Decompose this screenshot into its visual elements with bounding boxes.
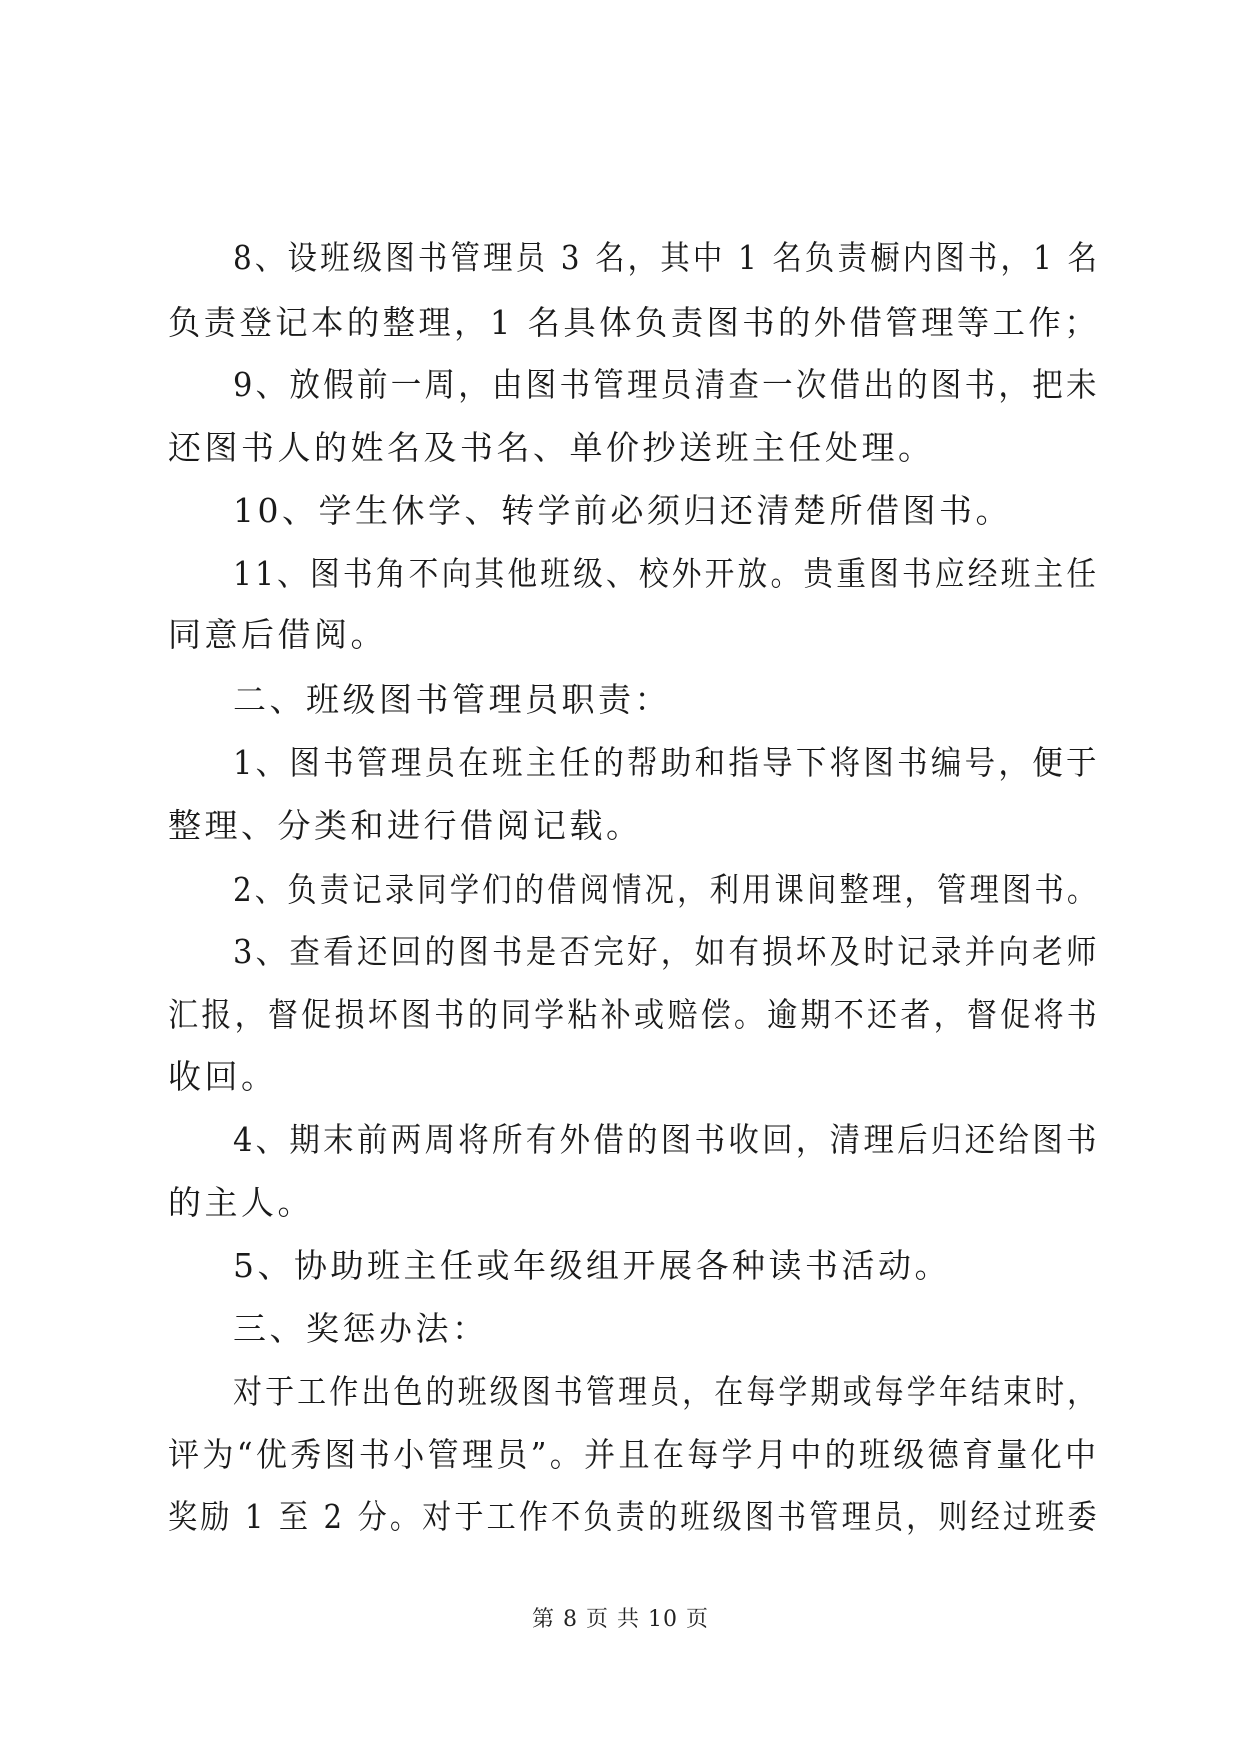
paragraph-line: 对于工作出色的班级图书管理员，在每学期或每学年结束时， <box>233 1372 1100 1411</box>
paragraph-line: 1、图书管理员在班主任的帮助和指导下将图书编号，便于 <box>233 743 1100 782</box>
paragraph-line: 整理、分类和进行借阅记载。 <box>168 806 643 845</box>
paragraph-line: 奖励 1 至 2 分。对于工作不负责的班级图书管理员，则经过班委 <box>168 1497 1100 1536</box>
paragraph-line: 9、放假前一周，由图书管理员清查一次借出的图书，把未 <box>233 365 1100 404</box>
paragraph-line: 的主人。 <box>168 1183 314 1222</box>
paragraph-line: 2、负责记录同学们的借阅情况，利用课间整理，管理图书。 <box>233 870 1100 909</box>
paragraph-line: 收回。 <box>168 1057 278 1096</box>
paragraph-line: 同意后借阅。 <box>168 615 387 654</box>
paragraph-line: 3、查看还回的图书是否完好，如有损坏及时记录并向老师 <box>233 932 1100 971</box>
paragraph-line: 汇报，督促损坏图书的同学粘补或赔偿。逾期不还者，督促将书 <box>168 995 1101 1034</box>
paragraph-line: 5、协助班主任或年级组开展各种读书活动。 <box>233 1246 951 1285</box>
paragraph-line: 10、学生休学、转学前必须归还清楚所借图书。 <box>233 491 1012 530</box>
paragraph-line: 4、期末前两周将所有外借的图书收回，清理后归还给图书 <box>233 1120 1100 1159</box>
paragraph-line: 负责登记本的整理，1 名具体负责图书的外借管理等工作； <box>168 303 1100 342</box>
paragraph-line: 8、设班级图书管理员 3 名，其中 1 名负责橱内图书，1 名 <box>233 238 1101 277</box>
section-heading: 二、班级图书管理员职责： <box>233 680 671 719</box>
paragraph-line: 11、图书角不向其他班级、校外开放。贵重图书应经班主任 <box>233 554 1100 593</box>
section-heading: 三、奖惩办法： <box>233 1309 489 1348</box>
paragraph-line: 评为“优秀图书小管理员”。并且在每学月中的班级德育量化中 <box>168 1435 1100 1474</box>
paragraph-line: 还图书人的姓名及书名、单价抄送班主任处理。 <box>168 428 935 467</box>
page-footer: 第 8 页 共 10 页 <box>532 1607 709 1632</box>
